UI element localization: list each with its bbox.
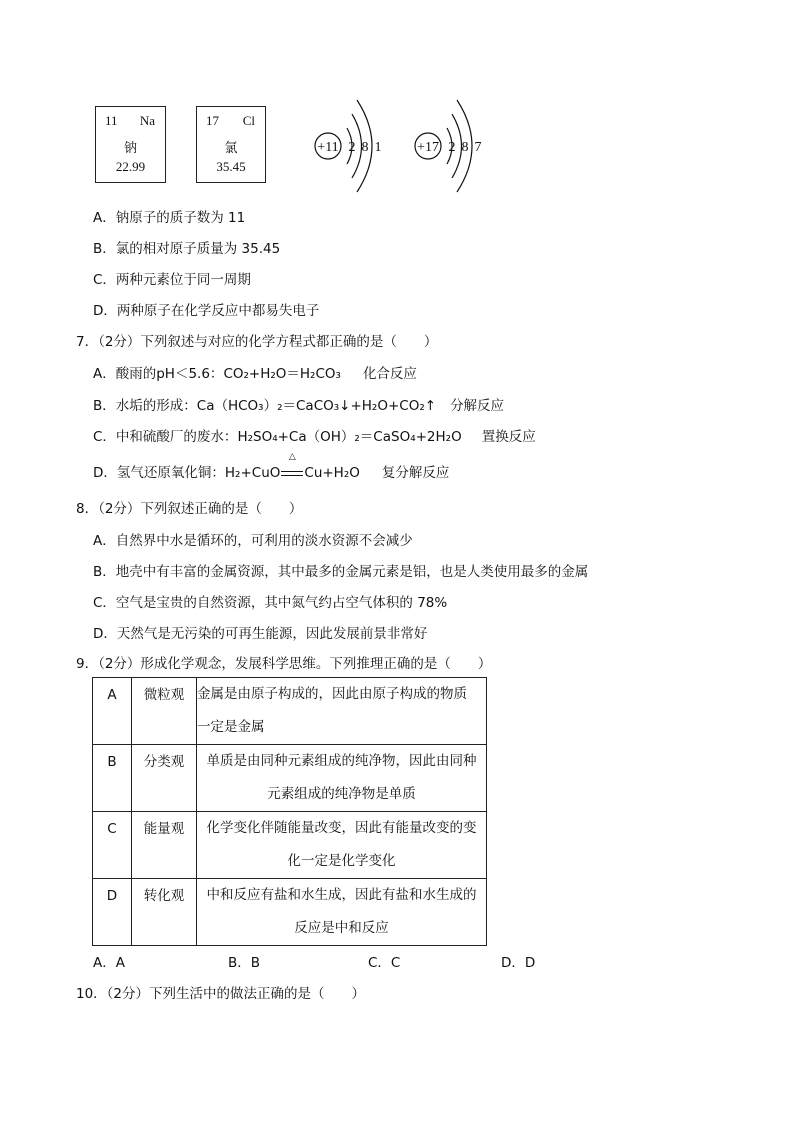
option-prefix: B．水垢的形成： bbox=[93, 398, 197, 414]
option-prefix: C．中和硫酸厂的废水： bbox=[93, 429, 238, 445]
reaction-type: 复分解反应 bbox=[381, 465, 450, 481]
heat-triangle-icon: △ bbox=[288, 452, 296, 462]
table-row bbox=[93, 745, 487, 812]
q8-stem: 8．（2分）下列叙述正确的是（ ） bbox=[76, 501, 303, 517]
q6-option-a: A．钠原子的质子数为 11 bbox=[93, 210, 246, 226]
table-row bbox=[93, 812, 487, 879]
q7-option-a bbox=[93, 362, 417, 382]
row-statement: 单质是由同种元素组成的纯净物，因此由同种 元素组成的纯净物是单质 bbox=[197, 745, 487, 812]
q8-option-c: C．空气是宝贵的自然资源，其中氮气约占空气体积的 78% bbox=[93, 595, 448, 611]
element-symbol: Cl bbox=[242, 113, 255, 128]
chemical-equation: H₂SO₄+Ca（OH）₂＝CaSO₄+2H₂O bbox=[237, 429, 462, 445]
option-prefix: A．酸雨的pH＜5.6： bbox=[93, 366, 224, 382]
reaction-type: 化合反应 bbox=[362, 366, 417, 382]
equation-reactants: H₂+CuO bbox=[224, 465, 281, 481]
q9-choice-c: C．C bbox=[368, 955, 401, 971]
row-view: 能量观 bbox=[132, 812, 197, 879]
q7-option-c bbox=[93, 425, 536, 445]
atomic-mass: 22.99 bbox=[115, 159, 146, 174]
q7-option-d bbox=[93, 452, 450, 481]
element-symbol: Na bbox=[139, 113, 155, 128]
q6-option-d: D．两种原子在化学反应中都易失电子 bbox=[93, 303, 320, 319]
q6-option-c: C．两种元素位于同一周期 bbox=[93, 272, 251, 288]
shell-electrons: 1 bbox=[374, 140, 382, 155]
atomic-number: 17 bbox=[206, 113, 219, 128]
q7-stem: 7．（2分）下列叙述与对应的化学方程式都正确的是（ ） bbox=[76, 334, 438, 350]
equation-products: Cu+H₂O bbox=[304, 465, 360, 481]
row-statement: 中和反应有盐和水生成，因此有盐和水生成的 反应是中和反应 bbox=[197, 879, 487, 946]
row-statement: 化学变化伴随能量改变，因此有能量改变的变 化一定是化学变化 bbox=[197, 812, 487, 879]
chemical-equation: CO₂+H₂O＝H₂CO₃ bbox=[223, 366, 341, 382]
element-name: 氯 bbox=[224, 141, 238, 156]
shell-electrons: 7 bbox=[474, 140, 482, 155]
q8-option-b: B．地壳中有丰富的金属资源，其中最多的金属元素是铝，也是人类使用最多的金属 bbox=[93, 564, 589, 580]
nucleus-charge: +11 bbox=[317, 140, 339, 155]
q8-option-d: D．天然气是无污染的可再生能源，因此发展前景非常好 bbox=[93, 626, 428, 642]
shell-electrons: 8 bbox=[361, 140, 369, 155]
heating-condition bbox=[280, 452, 304, 481]
element-name: 钠 bbox=[123, 141, 137, 156]
shell-electrons: 2 bbox=[348, 140, 356, 155]
table-row bbox=[93, 879, 487, 946]
row-key: C bbox=[93, 812, 132, 879]
row-key: A bbox=[93, 678, 132, 745]
q6-option-b: B．氯的相对原子质量为 35.45 bbox=[93, 241, 281, 257]
atomic-number: 11 bbox=[105, 113, 118, 128]
row-view: 微粒观 bbox=[132, 678, 197, 745]
element-box-chlorine bbox=[196, 106, 266, 183]
q7-option-b bbox=[93, 394, 504, 414]
element-box-sodium bbox=[95, 106, 166, 183]
q9-choice-a: A．A bbox=[93, 955, 125, 971]
nucleus-charge: +17 bbox=[417, 140, 439, 155]
chlorine-atom-diagram bbox=[405, 92, 495, 202]
q9-choice-b: B．B bbox=[228, 955, 261, 971]
chemical-equation: Ca（HCO₃）₂＝CaCO₃↓+H₂O+CO₂↑ bbox=[196, 398, 437, 414]
sodium-atom-diagram bbox=[305, 92, 395, 202]
reaction-type: 置换反应 bbox=[481, 429, 536, 445]
shell-electrons: 2 bbox=[448, 140, 456, 155]
reasoning-table bbox=[92, 677, 487, 946]
row-view: 分类观 bbox=[132, 745, 197, 812]
reaction-type: 分解反应 bbox=[450, 398, 505, 414]
table-row bbox=[93, 678, 487, 745]
row-key: B bbox=[93, 745, 132, 812]
row-key: D bbox=[93, 879, 132, 946]
shell-electrons: 8 bbox=[461, 140, 469, 155]
option-prefix: D．氢气还原氧化铜： bbox=[93, 465, 225, 481]
q8-option-a: A．自然界中水是循环的，可利用的淡水资源不会减少 bbox=[93, 533, 413, 549]
q9-stem: 9．（2分）形成化学观念，发展科学思维。下列推理正确的是（ ） bbox=[76, 656, 492, 672]
row-statement: 金属是由原子构成的，因此由原子构成的物质 一定是金属 bbox=[197, 678, 487, 745]
atomic-mass: 35.45 bbox=[216, 159, 246, 174]
q9-choice-d: D．D bbox=[501, 955, 536, 971]
q10-stem: 10．（2分）下列生活中的做法正确的是（ ） bbox=[76, 986, 366, 1002]
row-view: 转化观 bbox=[132, 879, 197, 946]
